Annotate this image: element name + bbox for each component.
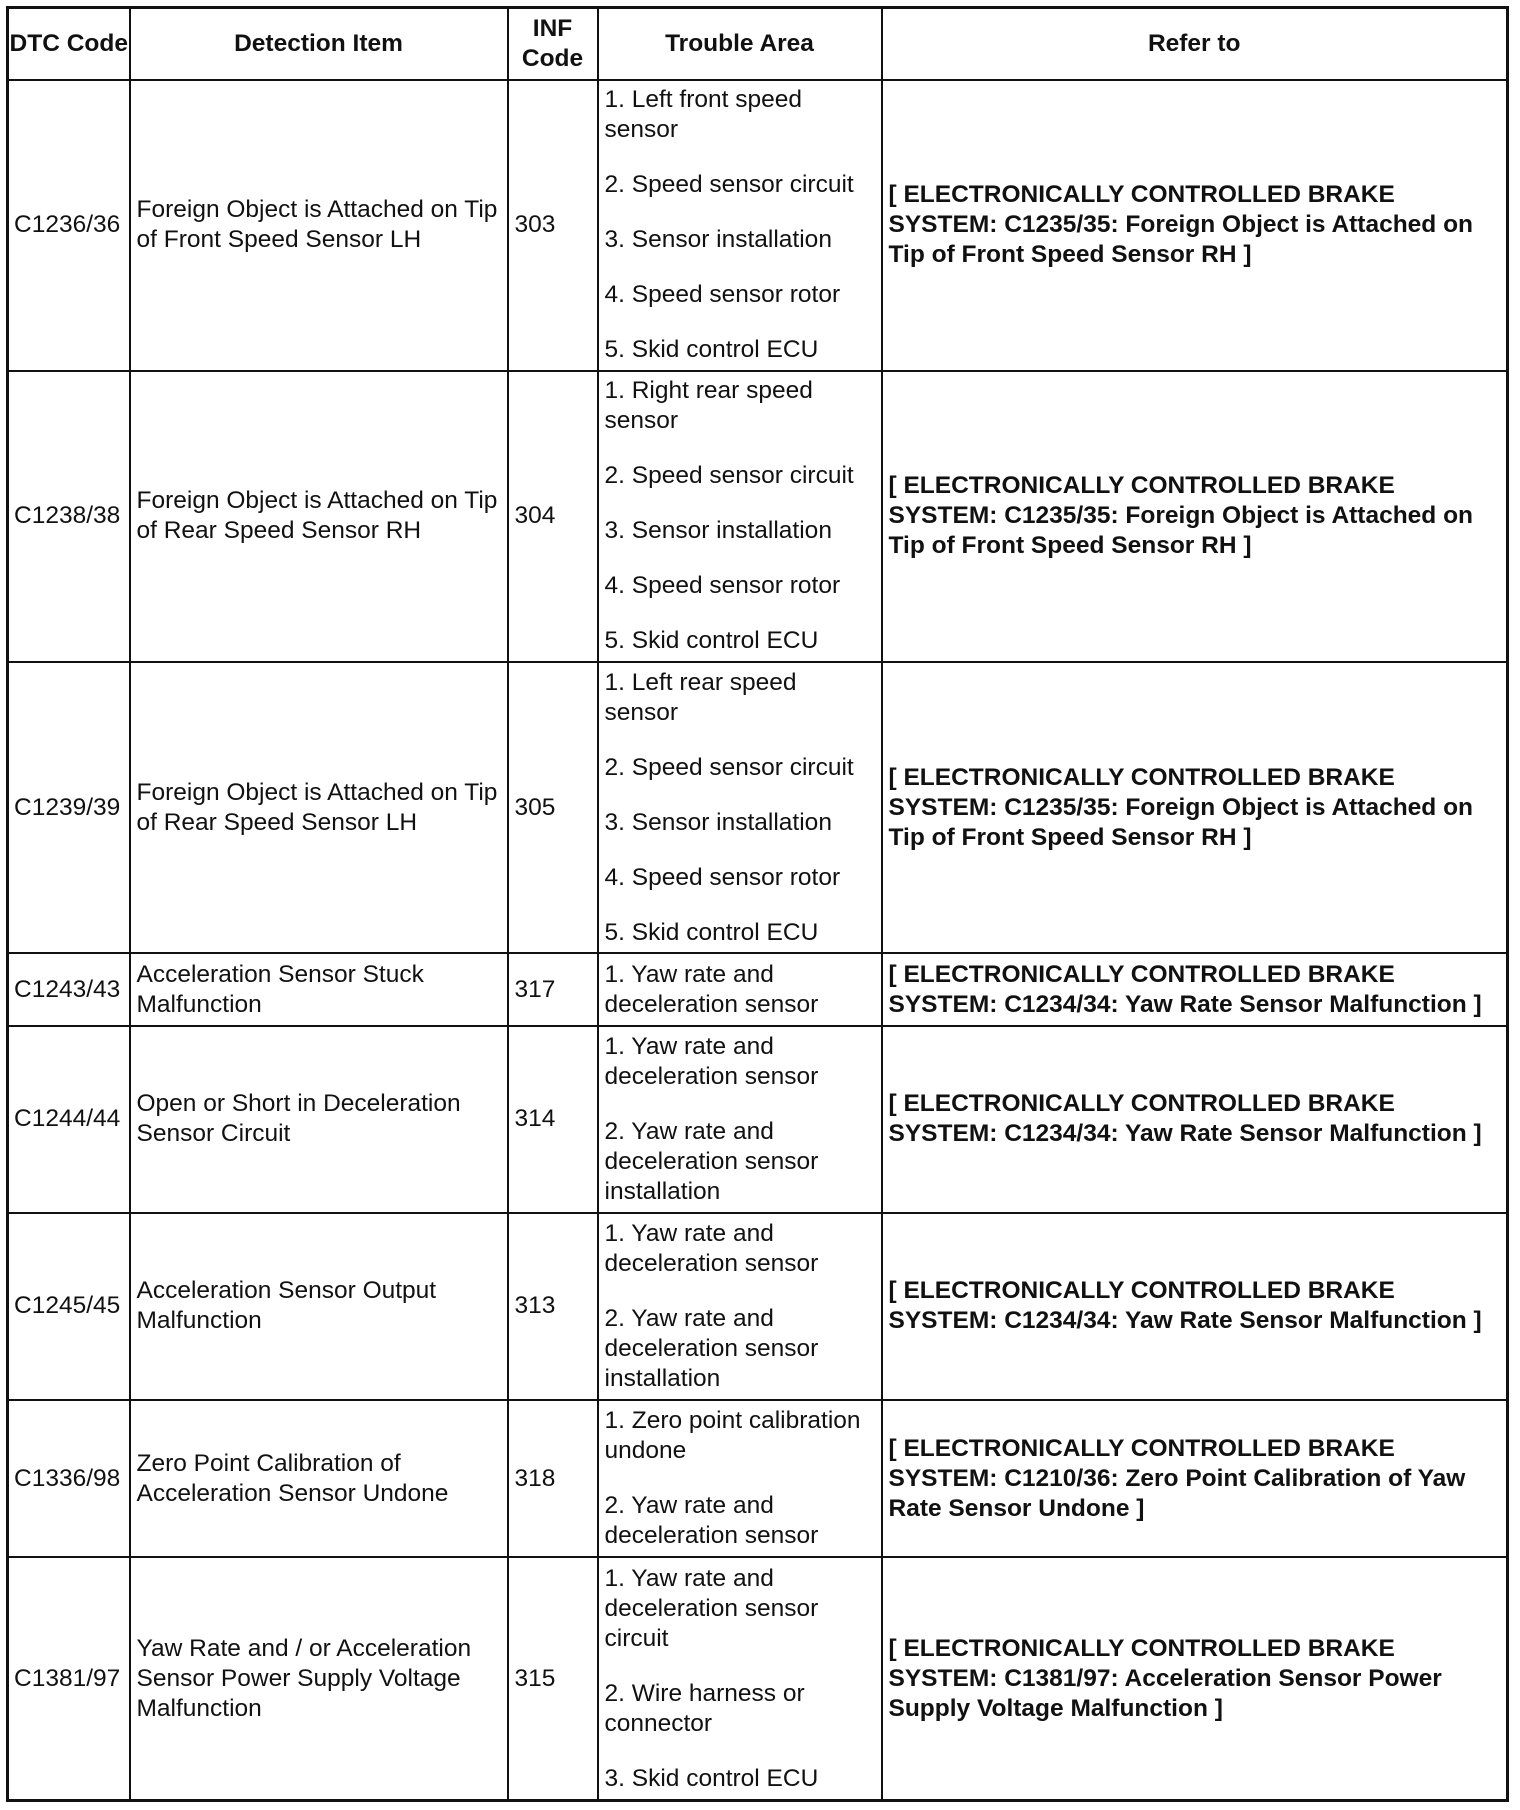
trouble-area-item: 2. Speed sensor circuit [604,171,854,199]
trouble-area-item: 1. Left front speed sensor [604,86,802,144]
trouble-area-item: 2. Speed sensor circuit [604,462,854,490]
trouble-area-item: 2. Wire harness or connector [604,1679,805,1737]
table-row [8,371,1508,662]
trouble-area-item: 5. Skid control ECU [604,336,819,364]
detection-item-cell: Open or Short in Deceleration Sensor Circuit [130,1026,508,1213]
trouble-area-item: 5. Skid control ECU [604,627,819,655]
trouble-area-cell [598,662,882,953]
trouble-area-cell [598,371,882,662]
trouble-area-item: 5. Skid control ECU [604,918,819,946]
table-row [8,1557,1508,1800]
trouble-area-item: 2. Yaw rate and deceleration sensor installation [604,1304,819,1392]
header-detection-item: Detection Item [130,8,508,80]
trouble-area-item: 2. Yaw rate and deceleration sensor installation [604,1117,819,1205]
trouble-area-item: 2. Speed sensor circuit [604,753,854,781]
detection-item-cell: Foreign Object is Attached on Tip of Front Speed Sensor LH [130,80,508,371]
table-row [8,662,1508,953]
trouble-area-item: 4. Speed sensor rotor [604,572,841,600]
table-row [8,1026,1508,1213]
inf-code-cell: 304 [508,371,598,662]
trouble-area-item: 3. Skid control ECU [604,1764,819,1792]
refer-to-cell: [ ELECTRONICALLY CONTROLLED BRAKE SYSTEM: C1235/35: Foreign Object is Attached on Tip of Front Speed Sensor RH ] [882,371,1508,662]
refer-to-cell: [ ELECTRONICALLY CONTROLLED BRAKE SYSTEM: C1381/97: Acceleration Sensor Power Supply Voltage Malfunction ] [882,1557,1508,1800]
trouble-area-item: 1. Right rear speed sensor [604,377,813,435]
trouble-area-item: 1. Yaw rate and deceleration sensor [604,1032,819,1090]
table-row [8,1400,1508,1557]
dtc-code-cell: C1236/36 [8,80,130,371]
trouble-area-item: 3. Sensor installation [604,808,832,836]
trouble-area-item: 1. Yaw rate and deceleration sensor [604,960,819,1018]
table-header-row [8,8,1508,80]
inf-code-cell: 318 [508,1400,598,1557]
trouble-area-item: 3. Sensor installation [604,226,832,254]
trouble-area-cell [598,80,882,371]
dtc-code-cell: C1244/44 [8,1026,130,1213]
header-dtc-code: DTC Code [8,8,130,80]
dtc-code-cell: C1239/39 [8,662,130,953]
detection-item-cell: Foreign Object is Attached on Tip of Rear Speed Sensor RH [130,371,508,662]
header-inf-code: INF Code [508,8,598,80]
dtc-code-cell: C1245/45 [8,1213,130,1400]
table-body [8,80,1508,1801]
detection-item-cell: Foreign Object is Attached on Tip of Rear Speed Sensor LH [130,662,508,953]
inf-code-cell: 303 [508,80,598,371]
detection-item-cell: Acceleration Sensor Output Malfunction [130,1213,508,1400]
table-row [8,1213,1508,1400]
detection-item-cell: Zero Point Calibration of Acceleration Sensor Undone [130,1400,508,1557]
dtc-code-cell: C1243/43 [8,953,130,1025]
trouble-area-item: 1. Yaw rate and deceleration sensor circuit [604,1564,819,1652]
refer-to-cell: [ ELECTRONICALLY CONTROLLED BRAKE SYSTEM: C1235/35: Foreign Object is Attached on Tip of Front Speed Sensor RH ] [882,662,1508,953]
trouble-area-item: 4. Speed sensor rotor [604,281,841,309]
trouble-area-cell [598,953,882,1025]
trouble-area-item: 1. Left rear speed sensor [604,668,797,726]
refer-to-cell: [ ELECTRONICALLY CONTROLLED BRAKE SYSTEM: C1234/34: Yaw Rate Sensor Malfunction ] [882,1026,1508,1213]
trouble-area-cell [598,1026,882,1213]
trouble-area-item: 3. Sensor installation [604,517,832,545]
trouble-area-cell [598,1400,882,1557]
trouble-area-cell [598,1213,882,1400]
inf-code-cell: 317 [508,953,598,1025]
refer-to-cell: [ ELECTRONICALLY CONTROLLED BRAKE SYSTEM: C1235/35: Foreign Object is Attached on Tip of Front Speed Sensor RH ] [882,80,1508,371]
trouble-area-item: 1. Yaw rate and deceleration sensor [604,1219,819,1277]
refer-to-cell: [ ELECTRONICALLY CONTROLLED BRAKE SYSTEM: C1234/34: Yaw Rate Sensor Malfunction ] [882,1213,1508,1400]
trouble-area-item: 4. Speed sensor rotor [604,863,841,891]
table-row [8,80,1508,371]
refer-to-cell: [ ELECTRONICALLY CONTROLLED BRAKE SYSTEM: C1234/34: Yaw Rate Sensor Malfunction ] [882,953,1508,1025]
dtc-code-cell: C1381/97 [8,1557,130,1800]
trouble-area-cell [598,1557,882,1800]
trouble-area-item: 1. Zero point calibration undone [604,1407,861,1465]
table-row [8,953,1508,1025]
dtc-code-cell: C1238/38 [8,371,130,662]
header-trouble-area: Trouble Area [598,8,882,80]
detection-item-cell: Acceleration Sensor Stuck Malfunction [130,953,508,1025]
inf-code-cell: 315 [508,1557,598,1800]
trouble-area-item: 2. Yaw rate and deceleration sensor [604,1492,819,1550]
refer-to-cell: [ ELECTRONICALLY CONTROLLED BRAKE SYSTEM: C1210/36: Zero Point Calibration of Yaw Rate Sensor Undone ] [882,1400,1508,1557]
inf-code-cell: 313 [508,1213,598,1400]
dtc-code-cell: C1336/98 [8,1400,130,1557]
dtc-table [6,6,1509,1802]
header-refer-to: Refer to [882,8,1508,80]
inf-code-cell: 314 [508,1026,598,1213]
detection-item-cell: Yaw Rate and / or Acceleration Sensor Power Supply Voltage Malfunction [130,1557,508,1800]
inf-code-cell: 305 [508,662,598,953]
